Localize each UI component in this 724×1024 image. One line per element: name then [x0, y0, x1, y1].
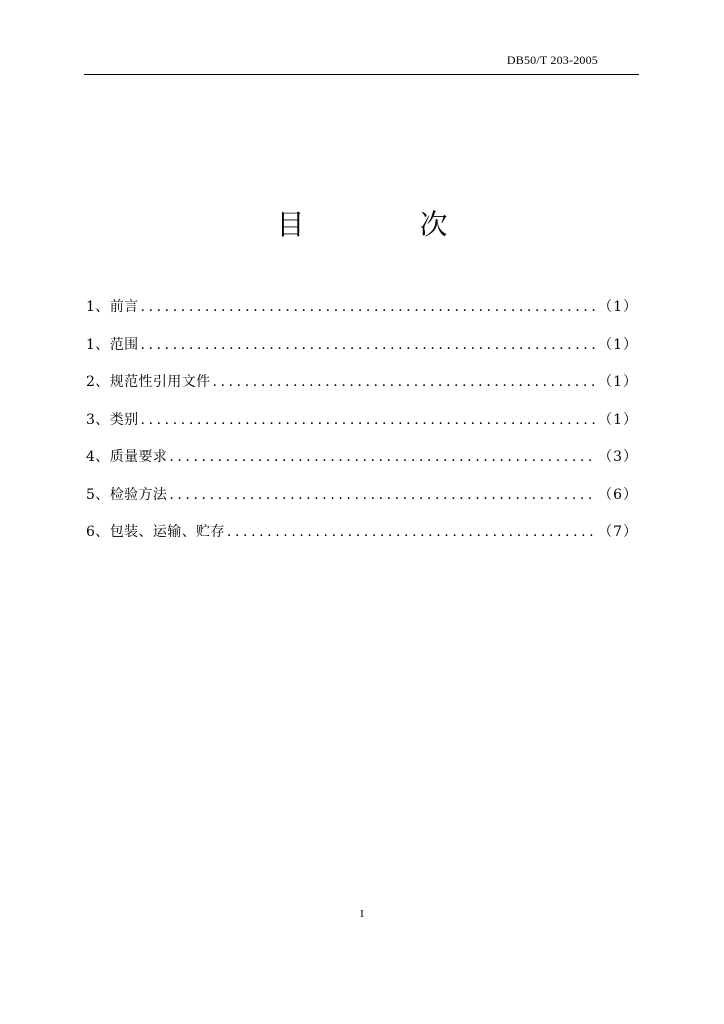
toc-entry-page: （1）: [598, 374, 638, 390]
toc-leader-dots: [141, 297, 597, 317]
toc-entry-page: （1）: [598, 336, 638, 353]
toc-entry-page: （1）: [598, 411, 638, 428]
toc-entry-packaging-transport-storage[interactable]: [86, 522, 638, 560]
toc-entry-label: 3、类别: [86, 411, 139, 428]
title-char-2: 次: [419, 208, 448, 241]
toc-leader-dots: [169, 485, 596, 505]
toc-leader-dots: [141, 335, 597, 355]
toc-entry-foreword[interactable]: [86, 297, 638, 335]
toc-entry-page: （3）: [598, 449, 638, 465]
toc-leader-dots: [213, 372, 597, 392]
toc-entry-categories[interactable]: [86, 410, 638, 448]
toc-entry-page: （7）: [598, 524, 638, 540]
toc-entry-test-methods[interactable]: [86, 485, 638, 523]
standard-code: DB50/T 203-2005: [506, 53, 598, 67]
title-char-1: 目: [276, 208, 305, 241]
header-rule: [84, 74, 639, 75]
toc-entry-normative-references[interactable]: [86, 372, 638, 410]
toc-entry-label: 1、前言: [86, 299, 139, 315]
toc-entry-quality-requirements[interactable]: [86, 447, 638, 485]
toc-entry-label: 5、检验方法: [86, 486, 168, 503]
toc-entry-page: （6）: [598, 486, 638, 503]
toc-leader-dots: [227, 522, 596, 542]
page-number: I: [360, 908, 364, 920]
toc-entry-page: （1）: [598, 299, 638, 315]
table-of-contents: [86, 297, 638, 560]
toc-entry-label: 4、质量要求: [86, 449, 168, 465]
toc-entry-label: 1、范围: [86, 336, 139, 353]
page-title: [0, 205, 724, 245]
toc-leader-dots: [141, 410, 597, 430]
toc-entry-label: 2、规范性引用文件: [86, 374, 211, 390]
toc-leader-dots: [169, 447, 596, 467]
toc-entry-scope[interactable]: [86, 335, 638, 373]
toc-entry-label: 6、包装、运输、贮存: [86, 524, 225, 540]
